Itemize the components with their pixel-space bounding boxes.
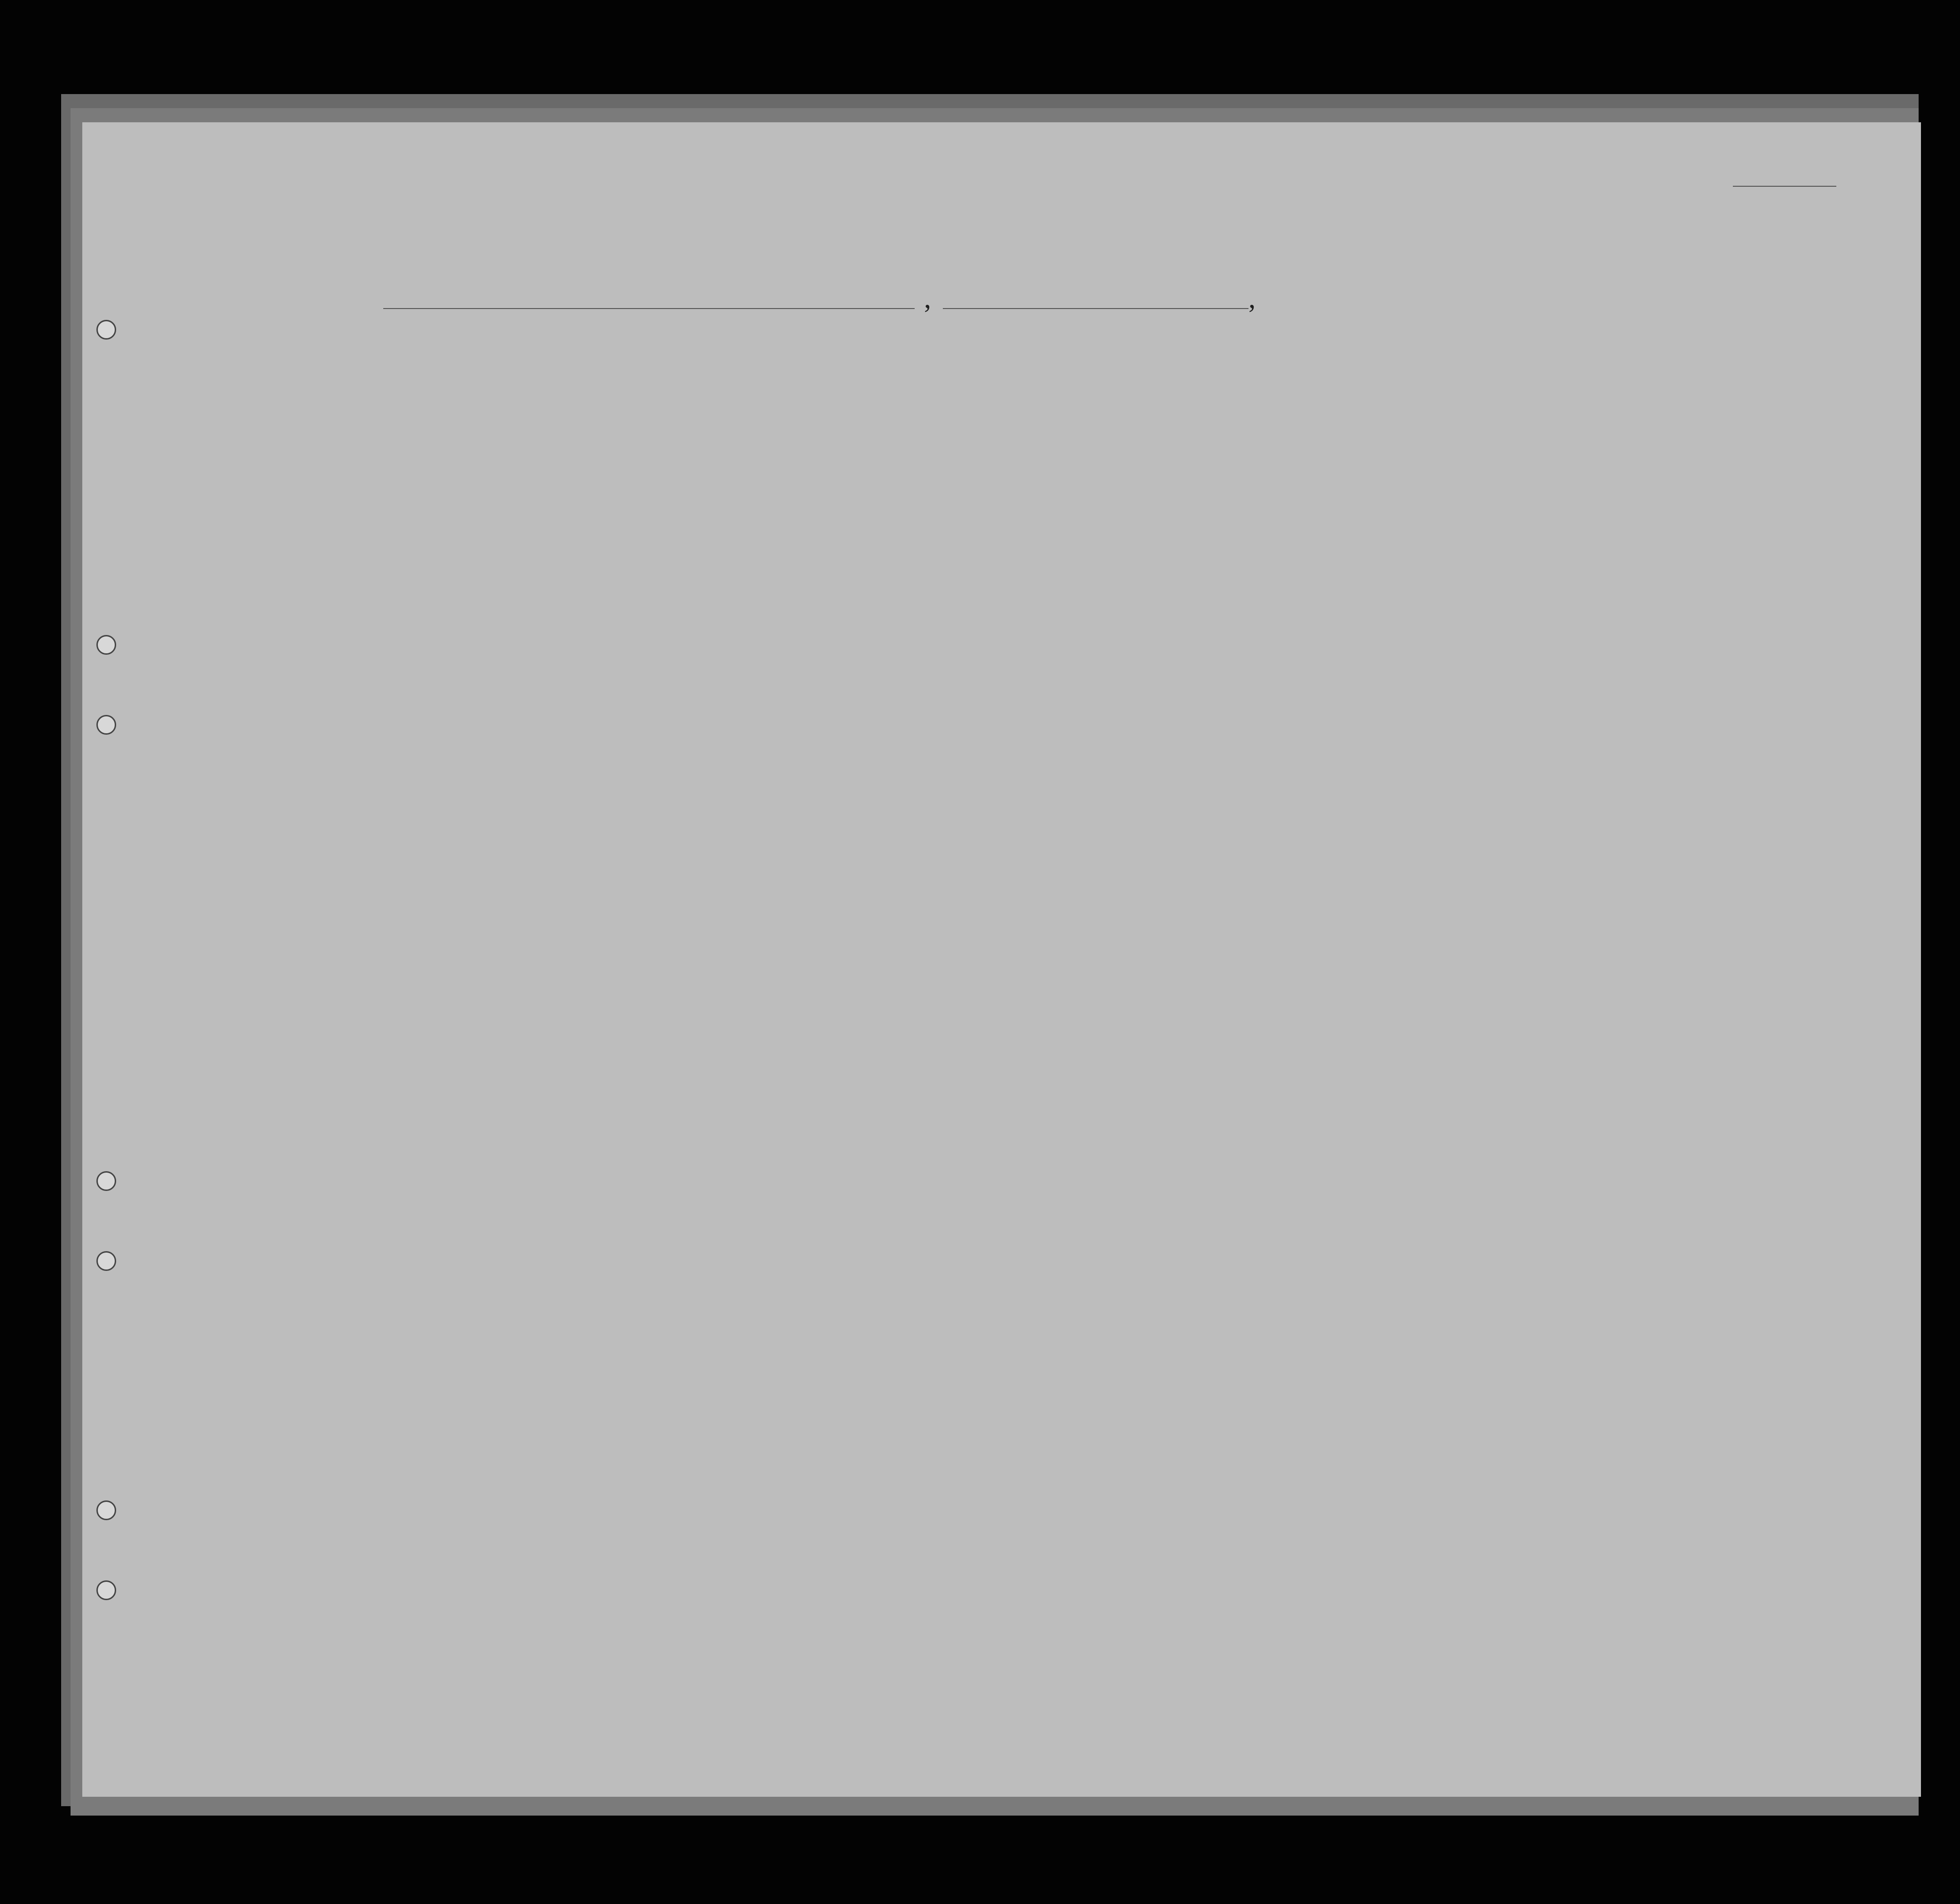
binder-hole-icon [96, 635, 116, 655]
binder-hole-icon [96, 1251, 116, 1271]
binder-hole-icon [96, 320, 116, 340]
port-underline [383, 308, 915, 309]
list-underline [1733, 186, 1836, 187]
binder-hole-icon [96, 1171, 116, 1191]
date-underline [943, 308, 1249, 309]
comma: , [1249, 283, 1256, 314]
binder-hole-icon [96, 715, 116, 735]
binder-hole-icon [96, 1500, 116, 1520]
comma: , [924, 283, 931, 314]
manifest-sheet [82, 122, 1921, 1797]
binder-hole-icon [96, 1580, 116, 1600]
